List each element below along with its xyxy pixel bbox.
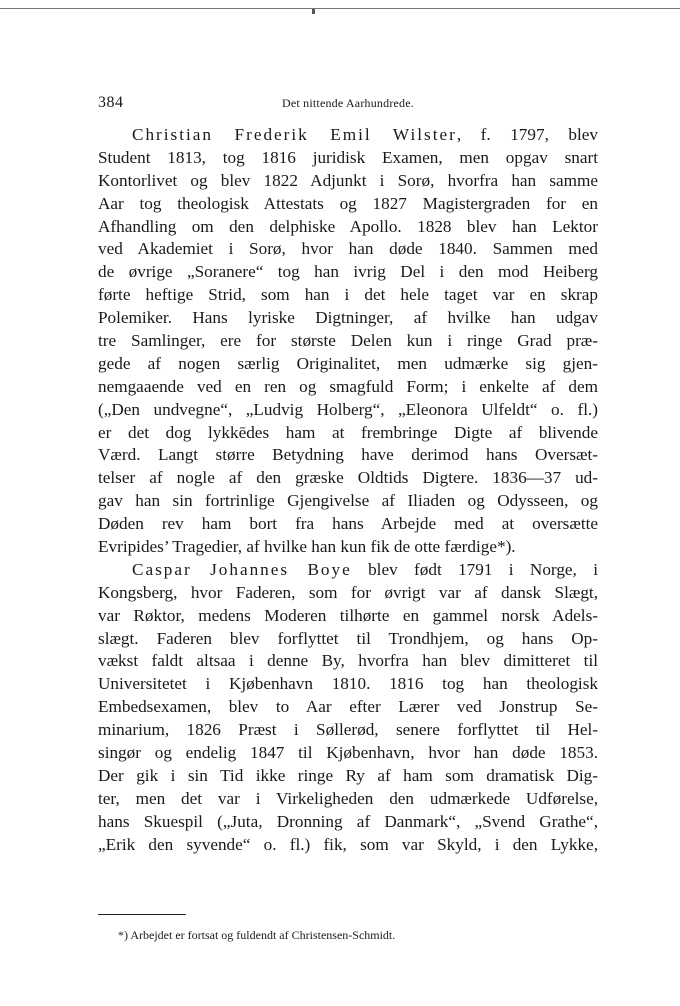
page-header [98,94,598,116]
body-text [98,124,598,857]
footnote: *) Arbejdet er fortsat og fuldendt af Christensen-Schmidt. [118,928,396,942]
text-line: („Den undvegne“, „Ludvig Holberg“, „Eleonora Ulfeldt“ o. fl.) [98,399,598,419]
text-line: de øvrige „Soranere“ tog han ivrig Del i den mod Heiberg [98,262,598,282]
text-line: Der gik i sin Tid ikke ringe Ry af ham som dramatisk Dig- [98,765,598,785]
text-line: Kongsberg, hvor Faderen, som for øvrigt var af dansk Slægt, [98,582,598,602]
person-name: Christian Frederik Emil Wilster [132,125,457,144]
text-line: Polemiker. Hans lyriske Digtninger, af hvilke han udgav [98,308,598,328]
person-name: Caspar Johannes Boye [132,559,352,579]
text-line: ved Akademiet i Sorø, hvor han døde 1840. Sammen med [98,239,598,259]
text-line: Kontorlivet og blev 1822 Adjunkt i Sorø, hvorfra han samme [98,170,598,190]
text-line: vækst faldt altsaa i denne By, hvorfra han blev dimitteret til [98,651,598,671]
text-line: førte heftige Strid, som han i det hele taget var en skrap [98,285,598,305]
text-line: er det dog lykkēdes ham at frembringe Digte af blivende [98,422,598,442]
text-line: Værd. Langt større Betydning have derimod hans Oversæt- [98,445,598,465]
text-line: Døden rev ham bort fra hans Arbejde med at oversætte [98,514,598,534]
text-line: telser af nogle af den græske Oldtids Digtere. 1836—37 ud- [98,468,598,488]
scan-top-edge [0,8,680,9]
page-number: 384 [98,94,124,111]
text-line: slægt. Faderen blev forflyttet til Trondhjem, og hans Op- [98,628,598,648]
text-line: gede af nogen særlig Originalitet, men udmærke sig gjen- [98,353,598,373]
text-line: Caspar Johannes Boye blev født 1791 i Norge, i [132,559,598,579]
footnote-rule [98,914,186,915]
text-line: Afhandling om den delphiske Apollo. 1828 blev han Lektor [98,216,598,236]
text-line: Evripides’ Tragedier, af hvilke han kun fik de otte færdige*). [98,537,516,557]
scan-edge-mark [312,9,315,14]
running-title: Det nittende Aarhundrede. [282,96,414,110]
text-line: singør og endelig 1847 til Kjøbenhavn, hvor han døde 1853. [98,743,598,763]
text-line: Universitetet i Kjøbenhavn 1810. 1816 tog han theologisk [98,674,598,694]
text-line: ter, men det var i Virkeligheden den udmærkede Udførelse, [98,788,598,808]
text-line: var Røktor, medens Moderen tilhørte en gammel norsk Adels- [98,605,598,625]
text-line: Christian Frederik Emil Wilster, f. 1797, blev [132,125,598,144]
text-line: hans Skuespil („Juta, Dronning af Danmark“, „Svend Grathe“, [98,811,598,831]
text-line: Embedsexamen, blev to Aar efter Lærer ved Jonstrup Se- [98,697,598,717]
text-line: minarium, 1826 Præst i Søllerød, senere forflyttet til Hel- [98,720,598,740]
text-line: nemgaaende ved en ren og smagfuld Form; i enkelte af dem [98,376,598,396]
text-line: gav han sin fortrinlige Gjengivelse af Iliaden og Odysseen, og [98,491,598,511]
text-line: „Erik den syvende“ o. fl.) fik, som var Skyld, i den Lykke, [98,834,598,854]
text-line: tre Samlinger, ere for største Delen kun i ringe Grad præ- [98,331,598,351]
text-line: Student 1813, tog 1816 juridisk Examen, men opgav snart [98,147,598,167]
text-line: Aar tog theologisk Attestats og 1827 Magistergraden for en [98,193,598,213]
